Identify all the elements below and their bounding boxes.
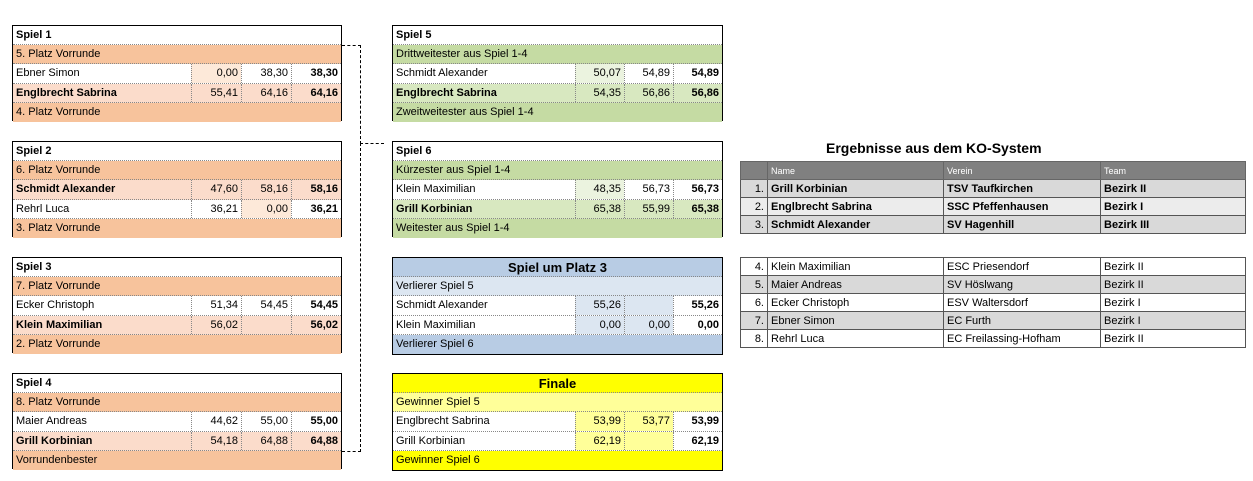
game-title: Spiel 6 <box>393 142 722 161</box>
score-2: 64,88 <box>241 432 291 450</box>
header-verein: Verein <box>944 162 1101 180</box>
player-name: Schmidt Alexander <box>396 67 488 80</box>
player-name: Schmidt Alexander <box>396 299 488 312</box>
game-top-label: 7. Platz Vorrunde <box>13 277 341 296</box>
verein: EC Freilassing-Hofham <box>944 330 1101 348</box>
team: Bezirk I <box>1101 294 1246 312</box>
score-2: 58,16 <box>241 180 291 198</box>
rank: 4. <box>741 258 768 276</box>
player-row <box>13 432 341 451</box>
game-title: Spiel 5 <box>393 26 722 45</box>
player-row <box>13 296 341 315</box>
score-best: 0,00 <box>673 316 722 334</box>
score-best: 56,73 <box>673 180 722 198</box>
score-1: 55,26 <box>575 296 624 314</box>
verein: EC Furth <box>944 312 1101 330</box>
rank: 6. <box>741 294 768 312</box>
score-2: 0,00 <box>241 200 291 218</box>
team: Bezirk I <box>1101 198 1246 216</box>
score-2: 56,86 <box>624 84 673 102</box>
player-name: Schmidt Alexander <box>16 183 116 196</box>
results-rest-table <box>740 257 1246 348</box>
player-name: Englbrecht Sabrina <box>396 415 490 428</box>
verein: TSV Taufkirchen <box>944 180 1101 198</box>
header-team: Team <box>1101 162 1246 180</box>
name: Englbrecht Sabrina <box>768 198 944 216</box>
player-row <box>393 432 722 451</box>
player-row <box>13 316 341 335</box>
table-row <box>741 330 1246 348</box>
score-1: 50,07 <box>575 64 624 82</box>
results-header-row <box>741 162 1246 180</box>
rank: 3. <box>741 216 768 234</box>
team: Bezirk III <box>1101 216 1246 234</box>
score-2: 56,73 <box>624 180 673 198</box>
player-name: Rehrl Luca <box>16 202 70 215</box>
player-row <box>13 180 341 199</box>
team: Bezirk II <box>1101 180 1246 198</box>
score-best: 54,89 <box>673 64 722 82</box>
game-block-spiel3 <box>12 257 342 353</box>
team: Bezirk I <box>1101 312 1246 330</box>
name: Maier Andreas <box>768 276 944 294</box>
verein: SV Höslwang <box>944 276 1101 294</box>
score-1: 65,38 <box>575 200 624 218</box>
team: Bezirk II <box>1101 330 1246 348</box>
header-rank <box>741 162 768 180</box>
score-1: 0,00 <box>191 64 241 82</box>
results-title: Ergebnisse aus dem KO-System <box>826 140 1042 156</box>
game-top-label: 6. Platz Vorrunde <box>13 161 341 180</box>
score-2: 0,00 <box>624 316 673 334</box>
player-name: Ecker Christoph <box>16 299 95 312</box>
score-best: 36,21 <box>291 200 341 218</box>
player-name: Ebner Simon <box>16 67 80 80</box>
player-row <box>393 316 722 335</box>
bracket-connector-top <box>342 45 361 144</box>
game-title: Finale <box>393 374 722 393</box>
player-name: Englbrecht Sabrina <box>16 86 117 99</box>
game-block-spiel6 <box>392 141 723 237</box>
name: Grill Korbinian <box>768 180 944 198</box>
team: Bezirk II <box>1101 276 1246 294</box>
game-top-label: Verlierer Spiel 5 <box>393 277 722 296</box>
game-bottom-label: Vorrundenbester <box>13 451 341 470</box>
score-2 <box>624 432 673 450</box>
score-best: 64,16 <box>291 84 341 102</box>
table-row <box>741 216 1246 234</box>
game-title: Spiel 2 <box>13 142 341 161</box>
game-block-spiel2 <box>12 141 342 237</box>
game-bottom-label: Zweitweitester aus Spiel 1-4 <box>393 103 722 122</box>
game-block-finale <box>392 373 723 471</box>
game-bottom-label: 2. Platz Vorrunde <box>13 335 341 354</box>
player-name: Klein Maximilian <box>396 183 476 196</box>
player-name: Klein Maximilian <box>16 318 103 331</box>
game-top-label: Gewinner Spiel 5 <box>393 393 722 412</box>
player-row <box>13 412 341 431</box>
score-best: 55,26 <box>673 296 722 314</box>
score-best: 64,88 <box>291 432 341 450</box>
score-best: 38,30 <box>291 64 341 82</box>
player-row <box>13 84 341 103</box>
game-bottom-label: 3. Platz Vorrunde <box>13 219 341 238</box>
player-row <box>393 412 722 431</box>
rank: 8. <box>741 330 768 348</box>
bracket-connector-bottom <box>342 143 361 452</box>
game-block-spiel5 <box>392 25 723 121</box>
game-block-platz3 <box>392 257 723 355</box>
game-top-label: 5. Platz Vorrunde <box>13 45 341 64</box>
player-name: Grill Korbinian <box>396 202 473 215</box>
player-name: Englbrecht Sabrina <box>396 86 497 99</box>
score-1: 62,19 <box>575 432 624 450</box>
results-top3-table <box>740 161 1246 234</box>
player-row <box>393 64 722 83</box>
name: Klein Maximilian <box>768 258 944 276</box>
table-row <box>741 258 1246 276</box>
name: Rehrl Luca <box>768 330 944 348</box>
game-top-label: Kürzester aus Spiel 1-4 <box>393 161 722 180</box>
player-row <box>13 64 341 83</box>
player-row <box>393 296 722 315</box>
verein: SV Hagenhill <box>944 216 1101 234</box>
game-bottom-label: 4. Platz Vorrunde <box>13 103 341 122</box>
score-best: 55,00 <box>291 412 341 430</box>
table-row <box>741 312 1246 330</box>
game-top-label: Drittweitester aus Spiel 1-4 <box>393 45 722 64</box>
score-2: 53,77 <box>624 412 673 430</box>
name: Schmidt Alexander <box>768 216 944 234</box>
score-2 <box>624 296 673 314</box>
score-2: 55,99 <box>624 200 673 218</box>
table-row <box>741 276 1246 294</box>
table-row <box>741 294 1246 312</box>
score-best: 58,16 <box>291 180 341 198</box>
score-best: 54,45 <box>291 296 341 314</box>
game-title: Spiel 1 <box>13 26 341 45</box>
rank: 1. <box>741 180 768 198</box>
score-2 <box>241 316 291 334</box>
game-title: Spiel 3 <box>13 258 341 277</box>
player-name: Grill Korbinian <box>16 434 93 447</box>
game-block-spiel1 <box>12 25 342 121</box>
player-row <box>393 200 722 219</box>
score-1: 54,35 <box>575 84 624 102</box>
score-1: 0,00 <box>575 316 624 334</box>
player-row <box>13 200 341 219</box>
team: Bezirk II <box>1101 258 1246 276</box>
game-top-label: 8. Platz Vorrunde <box>13 393 341 412</box>
score-2: 38,30 <box>241 64 291 82</box>
rank: 7. <box>741 312 768 330</box>
rank: 5. <box>741 276 768 294</box>
game-bottom-label: Verlierer Spiel 6 <box>393 335 722 354</box>
name: Ebner Simon <box>768 312 944 330</box>
rank: 2. <box>741 198 768 216</box>
score-1: 56,02 <box>191 316 241 334</box>
game-title: Spiel 4 <box>13 374 341 393</box>
player-name: Klein Maximilian <box>396 318 476 331</box>
game-title: Spiel um Platz 3 <box>393 258 722 277</box>
score-2: 64,16 <box>241 84 291 102</box>
game-bottom-label: Gewinner Spiel 6 <box>393 451 722 470</box>
player-row <box>393 84 722 103</box>
game-bottom-label: Weitester aus Spiel 1-4 <box>393 219 722 238</box>
score-best: 56,02 <box>291 316 341 334</box>
player-name: Grill Korbinian <box>396 434 466 447</box>
bracket-connector-middle <box>360 143 384 144</box>
score-1: 36,21 <box>191 200 241 218</box>
table-row <box>741 198 1246 216</box>
score-2: 54,89 <box>624 64 673 82</box>
score-1: 48,35 <box>575 180 624 198</box>
table-row <box>741 180 1246 198</box>
score-best: 65,38 <box>673 200 722 218</box>
score-1: 44,62 <box>191 412 241 430</box>
player-row <box>393 180 722 199</box>
score-1: 51,34 <box>191 296 241 314</box>
score-2: 54,45 <box>241 296 291 314</box>
header-name: Name <box>768 162 944 180</box>
score-best: 53,99 <box>673 412 722 430</box>
verein: ESV Waltersdorf <box>944 294 1101 312</box>
score-1: 53,99 <box>575 412 624 430</box>
verein: SSC Pfeffenhausen <box>944 198 1101 216</box>
score-1: 55,41 <box>191 84 241 102</box>
game-block-spiel4 <box>12 373 342 469</box>
score-1: 54,18 <box>191 432 241 450</box>
score-1: 47,60 <box>191 180 241 198</box>
player-name: Maier Andreas <box>16 415 87 428</box>
verein: ESC Priesendorf <box>944 258 1101 276</box>
name: Ecker Christoph <box>768 294 944 312</box>
score-2: 55,00 <box>241 412 291 430</box>
score-best: 56,86 <box>673 84 722 102</box>
score-best: 62,19 <box>673 432 722 450</box>
